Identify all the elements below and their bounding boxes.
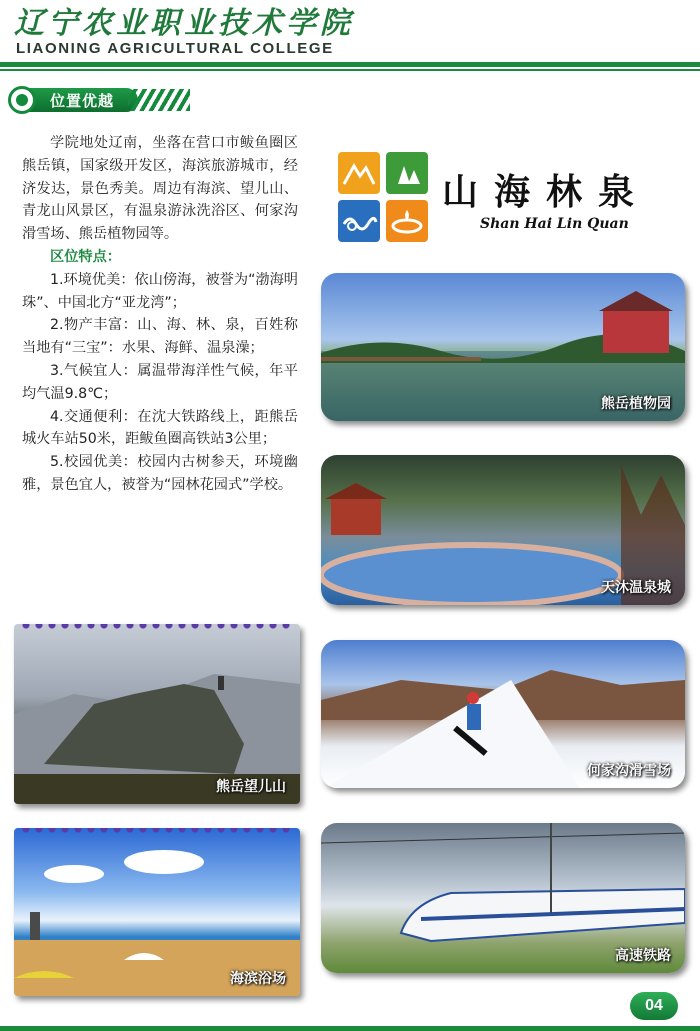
mountain-icon [338,152,380,194]
features-heading: 区位特点： [50,248,121,265]
feature-item: 2.物产丰富：山、海、林、泉，百姓称当地有“三宝”：水果、海鲜、温泉澡； [22,317,298,357]
section-tag [8,86,186,114]
spring-icon [386,200,428,242]
footer-divider [0,1026,700,1031]
photo-beach [14,828,300,996]
wave-icon [338,200,380,242]
intro-paragraph: 学院地处辽南，坐落在营口市鲅鱼圈区熊岳镇，国家级开发区，海滨旅游城市，经济发达，景色秀美。周边有海滨、望儿山、青龙山风景区，有温泉游泳洗浴区、何家沟滑雪场、熊岳植物园等。 [22,135,298,243]
photo-caption: 熊岳植物园 [601,396,671,412]
header-divider-thin [0,69,700,71]
logo-pinyin: Shan Hai Lin Quan [480,216,629,232]
photo-caption: 何家沟滑雪场 [587,763,671,779]
photo-botanical-garden [321,273,685,421]
photo-caption: 海滨浴场 [230,971,286,987]
photo-caption: 高速铁路 [615,948,671,964]
logo-title: 山海林泉 [442,171,651,213]
feature-item: 1.环境优美：依山傍海，被誉为“渤海明珠”、中国北方“亚龙湾”； [22,271,298,311]
page-number: 04 [630,992,678,1020]
photo-caption: 天沐温泉城 [601,580,671,596]
section-title: 位置优越 [50,92,115,110]
section-tag-stripes [128,89,190,111]
shan-hai-lin-quan-logo [338,152,678,248]
college-name-en: LIAONING AGRICULTURAL COLLEGE [16,40,334,57]
body-text [22,132,298,497]
college-name-cn: 辽宁农业职业技术学院 [14,6,354,41]
feature-item: 3.气候宜人：属温带海洋性气候，年平均气温9.8℃； [22,362,298,402]
photo-caption: 熊岳望儿山 [216,779,286,795]
photo-hot-spring [321,455,685,605]
photo-high-speed-rail [321,823,685,973]
header-divider [0,62,700,67]
feature-item: 4.交通便利：在沈大铁路线上，距熊岳城火车站50米，距鲅鱼圈高铁站3公里； [22,408,298,448]
photo-wanger-mountain [14,624,300,804]
section-bullet-icon [8,86,36,114]
feature-item: 5.校园优美：校园内古树参天，环境幽雅，景色宜人，被誉为“园林花园式”学校。 [22,454,298,493]
photo-ski-resort [321,640,685,788]
forest-icon [386,152,428,194]
